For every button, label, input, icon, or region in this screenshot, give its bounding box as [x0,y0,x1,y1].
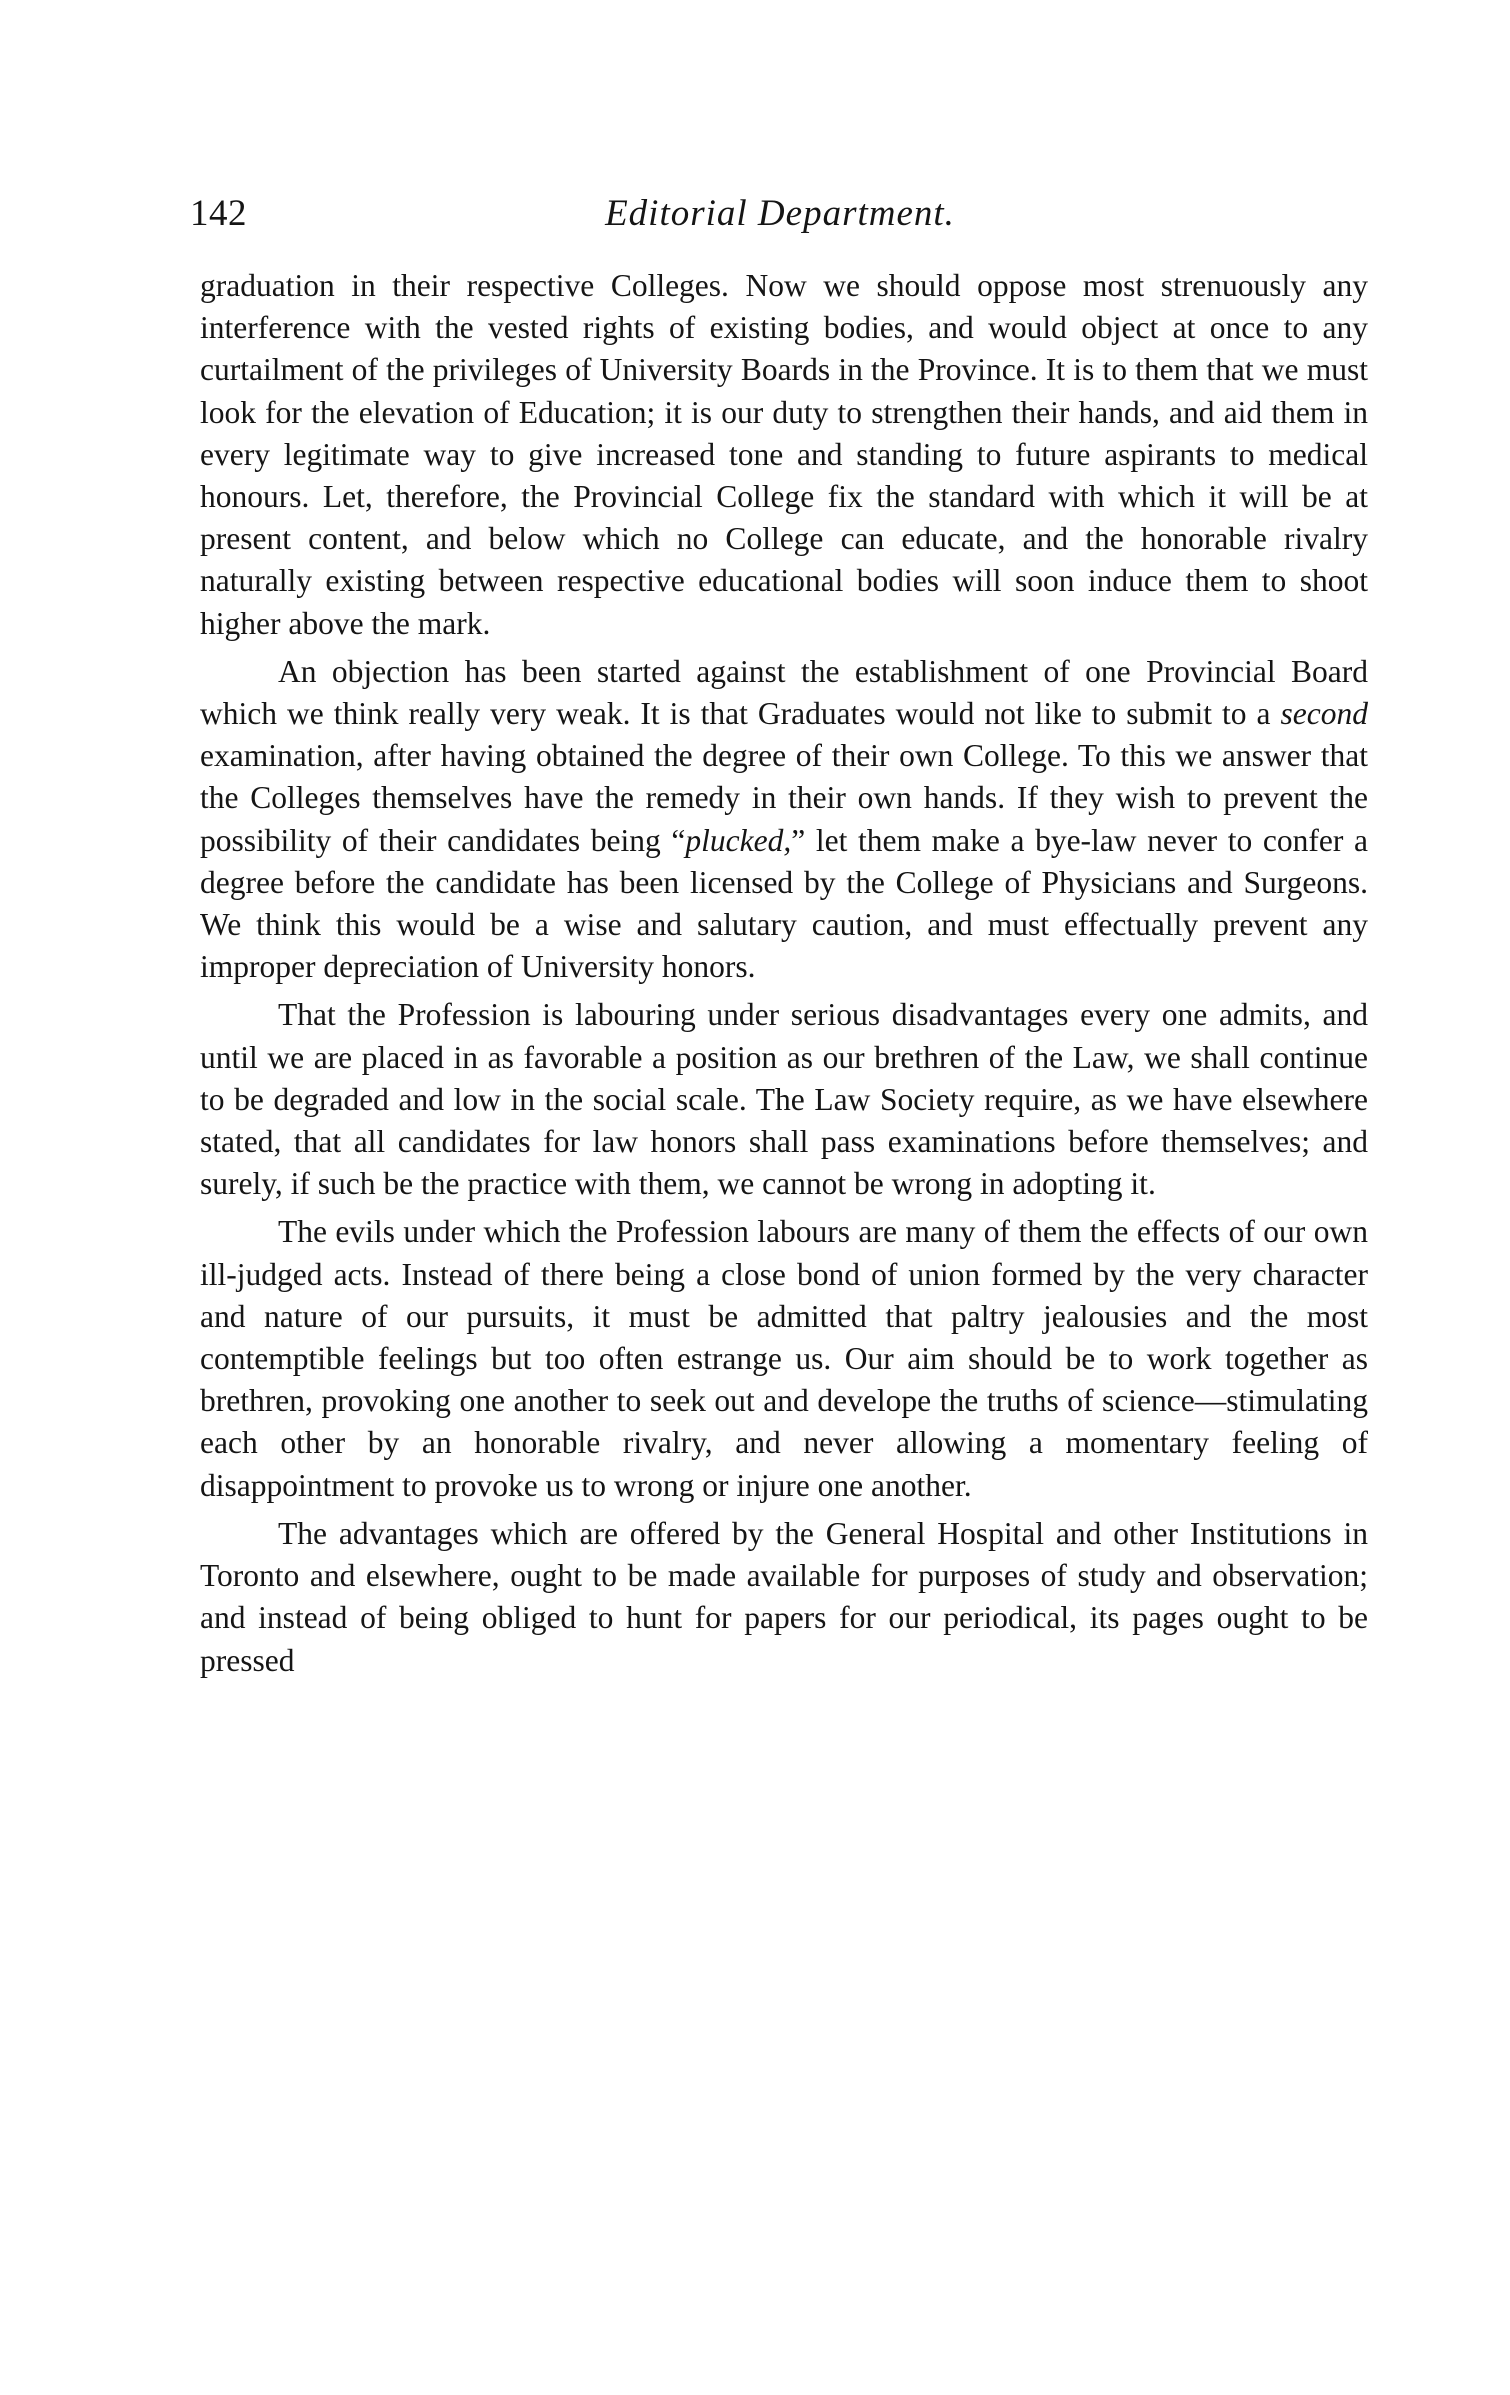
running-title: Editorial Department. [605,193,955,234]
paragraph-2-part-1: An objection has been started against the establishment of one Provincial Board which we think really very weak. It is that Graduates would not like to submit to a [200,653,1368,732]
emphasis-plucked: plucked, [685,822,792,858]
paragraph-2-part-2: examination, after having obtained the degree of their own College. To this we answer that the Colleges themselves have the remedy in their own hands. If they wish to prevent the possibility of their candidates being “ [200,738,1368,858]
paragraph-1: graduation in their respective Colleges. Now we should oppose most strenuously any interference with the vested rights of existing bodies, and would object at once to any curtailment of the privileges of University Boards in the Province. It is to them that we must look for the elevation of Education; it is our duty to strengthen their hands, and aid them in every legitimate way to give increased tone and standing to future aspirants to medical honours. Let, therefore, the Provincial College fix the standard with which it will be at present content, and below which no College can educate, and the honorable rivalry naturally existing between respective educational bodies will soon induce them to shoot higher above the mark. [200,268,1368,641]
paragraph-5: The advantages which are offered by the General Hospital and other Institutions in Toronto and elsewhere, ought to be made available for purposes of study and observation; and instead of being obliged to hunt for papers for our periodical, its pages ought to be pressed [200,1515,1368,1678]
page-header [190,192,1370,252]
paragraph-4: The evils under which the Profession labours are many of them the effects of our own ill-judged acts. Instead of there being a close bond of union formed by the very character and nature of our pursuits, it must be admitted that paltry jealousies and the most contemptible feelings but too often estrange us. Our aim should be to work together as brethren, provoking one another to seek out and develope the truths of science—stimulating each other by an honorable rivalry, and never allowing a momentary feeling of disappointment to provoke us to wrong or injure one another. [200,1214,1368,1503]
emphasis-second: second [1280,696,1368,732]
body-text [200,265,1368,1686]
page-number: 142 [190,193,247,234]
paragraph-3: That the Profession is labouring under serious disadvantages every one admits, and until we are placed in as favorable a position as our brethren of the Law, we shall continue to be degraded and low in the social scale. The Law Society require, as we have elsewhere stated, that all candidates for law honors shall pass examinations before themselves; and surely, if such be the practice with them, we cannot be wrong in adopting it. [200,997,1368,1202]
paragraph-2-part-3: ” let them make a bye-law never to confer a degree before the candidate has been licensed by the College of Physicians and Surgeons. We think this would be a wise and salutary caution, and must effectually prevent any improper depreciation of University honors. [200,822,1368,985]
paragraph-2 [200,651,1368,989]
